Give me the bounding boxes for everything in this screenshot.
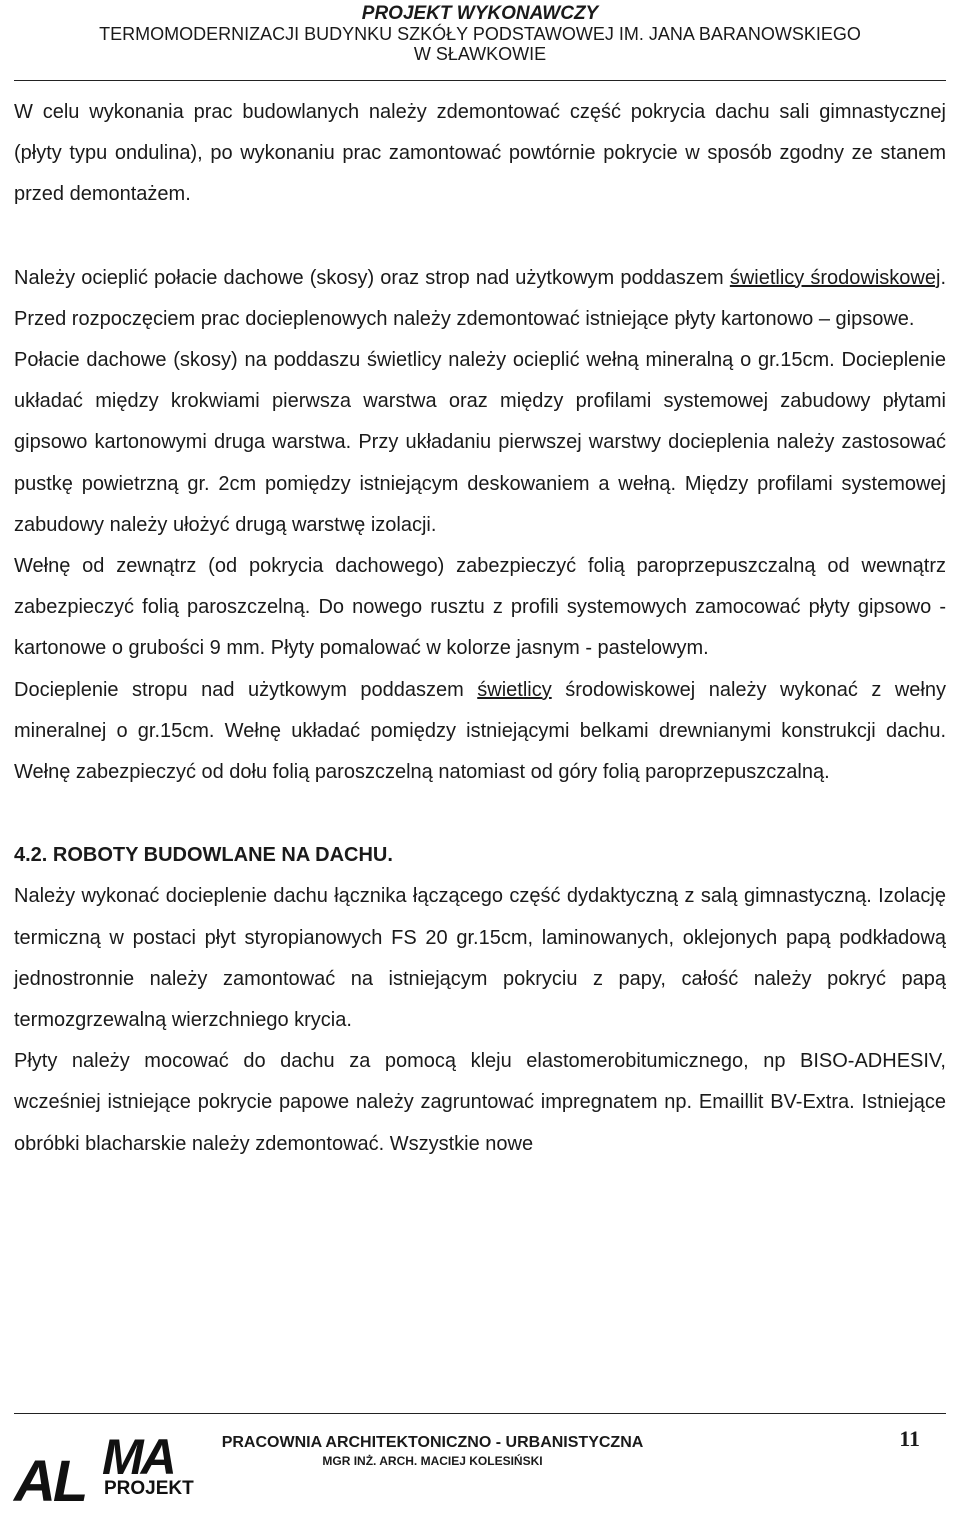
header-project-title: TERMOMODERNIZACJI BUDYNKU SZKÓŁY PODSTAWOWEJ IM. JANA BARANOWSKIEGO xyxy=(99,24,861,44)
paragraph-text: Należy ocieplić połacie dachowe (skosy) oraz strop nad użytkowym poddaszem xyxy=(14,266,730,289)
header-project-type: PROJEKT WYKONAWCZY xyxy=(361,3,599,24)
company-logo xyxy=(14,1429,214,1514)
paragraph-text: środowiskowej należy wykonać z wełny mineralnej o gr.15cm. Wełnę układać pomiędzy istniejącymi belkami drewnianymi konstrukcji dachu. Wełnę zabezpieczyć od dołu folią paroszczelną natomiast od góry folią paroprzepuszczalną. xyxy=(14,678,946,784)
header-divider xyxy=(14,80,946,81)
header-location: W SŁAWKOWIE xyxy=(413,44,547,64)
document-body xyxy=(14,92,946,1165)
logo-al: AL xyxy=(14,1449,86,1514)
paragraph-fixing-boards: Płyty należy mocować do dachu za pomocą kleju elastomerobitumicznego, np BISO-ADHESIV, wcześniej istniejące pokrycie papowe należy zagruntować impregnatem np. Emaillit BV-Extra. Istniejące obróbki blacharskie należy zdemontować. Wszystkie nowe xyxy=(14,1050,946,1155)
paragraph-attic-insulation xyxy=(14,258,946,340)
footer-divider xyxy=(14,1413,946,1414)
document-header xyxy=(0,4,960,64)
paragraph-spacer xyxy=(14,216,946,258)
paragraph-text: . Przed rozpoczęciem prac docieplenowych należy zdemontować istniejące płyty kartonowo – gipsowe. xyxy=(14,266,946,330)
footer-studio-author: MGR INŻ. ARCH. MACIEJ KOLESIŃSKI xyxy=(322,1454,543,1468)
paragraph-foil-protection: Wełnę od zewnątrz (od pokrycia dachowego) zabezpieczyć folią paroprzepuszczalną od wewnątrz zabezpieczyć folią paroszczelną. Do nowego rusztu z profili systemowych zamocować płyty gipsowo - kartonowe o grubości 9 mm. Płyty pomalować w kolorze jasnym - pastelowym. xyxy=(14,555,946,660)
footer-studio-name: PRACOWNIA ARCHITEKTONICZNO - URBANISTYCZNA xyxy=(221,1434,644,1451)
logo-projekt: PROJEKT xyxy=(104,1478,194,1499)
paragraph-slopes-insulation: Połacie dachowe (skosy) na poddaszu świetlicy należy ocieplić wełną mineralną o gr.15cm. Docieplenie układać między krokwiami pierwsza warstwa oraz między profilami systemowej zabudowy płytami gipsowo kartonowymi druga warstwa. Przy układaniu pierwszej warstwy docieplenia należy zastosować pustkę powietrzną gr. 2cm pomiędzy istniejącym deskowaniem a wełną. Między profilami systemowej zabudowy należy ułożyć drugą warstwę izolacji. xyxy=(14,349,946,536)
paragraph-text: Docieplenie stropu nad użytkowym poddaszem xyxy=(14,678,478,701)
paragraph-ceiling-insulation xyxy=(14,670,946,794)
underlined-text: świetlicy xyxy=(477,678,552,701)
paragraph-roof-dismantling: W celu wykonania prac budowlanych należy zdemontować część pokrycia dachu sali gimnastycznej (płyty typu ondulina), po wykonaniu prac zamontować powtórnie pokrycie w sposób zgodny ze stanem przed demontażem. xyxy=(14,101,946,206)
logo-ma: MA xyxy=(102,1429,174,1485)
underlined-text: świetlicy środowiskowej xyxy=(729,266,941,289)
section-heading: 4.2. ROBOTY BUDOWLANE NA DACHU. xyxy=(14,844,393,867)
paragraph-spacer xyxy=(14,793,946,835)
paragraph-connector-roof: Należy wykonać docieplenie dachu łącznika łączącego część dydaktyczną z salą gimnastyczną. Izolację termiczną w postaci płyt styropianowych FS 20 gr.15cm, laminowanych, oklejonych papą podkładową jednostronnie należy zamontować na istniejącym pokryciu z papy, całość należy pokryć papą termozgrzewalną wierzchniego krycia. xyxy=(14,885,946,1032)
page-number: 11 xyxy=(899,1426,920,1451)
